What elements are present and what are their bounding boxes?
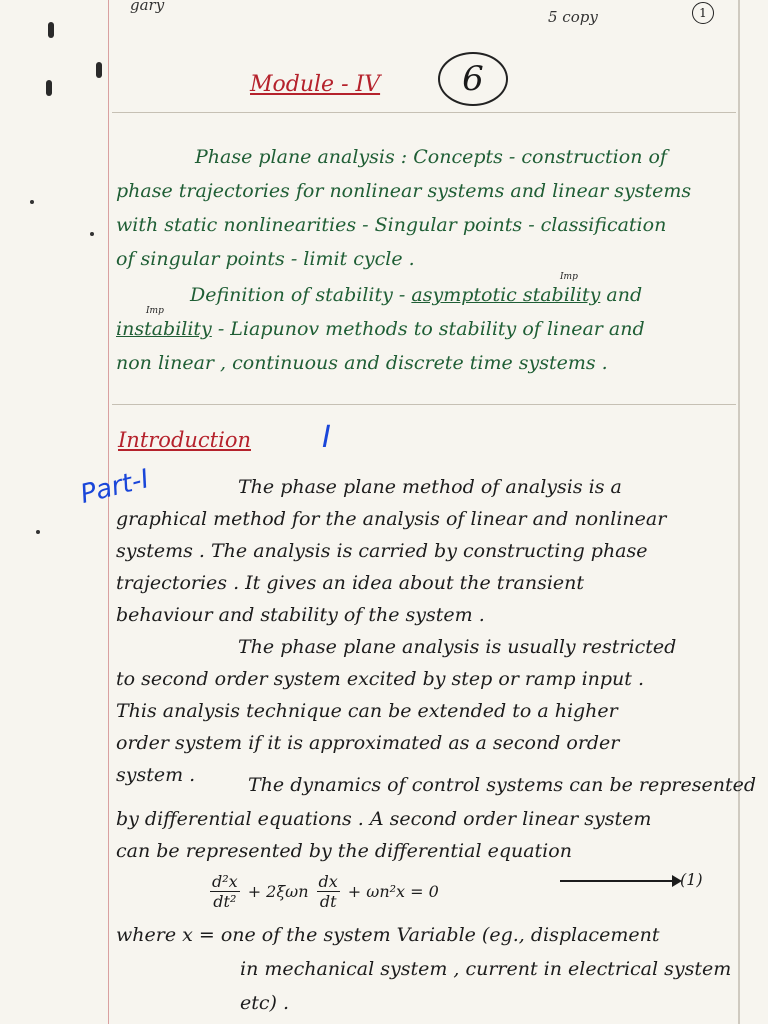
binding-hole: [96, 62, 102, 78]
syllabus-line: of singular points - limit cycle .: [116, 248, 415, 270]
binding-hole: [48, 22, 54, 38]
differential-equation: [210, 872, 439, 911]
intro-line: to second order system excited by step or ramp input .: [116, 668, 644, 690]
binding-mark: [36, 530, 40, 534]
first-derivative: $\frac{dx}{dt}$: [318, 872, 338, 911]
where-line: etc) .: [240, 992, 290, 1014]
circled-number: 6: [438, 52, 508, 106]
section-divider: [112, 404, 736, 405]
definition-tail: and: [606, 284, 643, 306]
intro-line: can be represented by the differential equation: [116, 840, 572, 862]
roman-numeral-mark: I: [322, 420, 331, 455]
definition-text: Definition of stability -: [190, 284, 406, 306]
page-number: 1: [692, 2, 714, 24]
margin-line: [108, 0, 109, 1024]
top-right-note: 5 copy: [548, 8, 598, 26]
asymptotic-stability-text: asymptotic stability: [411, 284, 601, 306]
part-label: Part-I: [77, 464, 153, 510]
syllabus-line: with static nonlinearities - Singular points - classification: [116, 214, 667, 236]
intro-line: This analysis technique can be extended to a higher: [116, 700, 618, 722]
module-title: Module - IV: [250, 72, 381, 97]
equation-rest: + ωn²x = 0: [347, 882, 439, 901]
syllabus-line: [190, 284, 642, 306]
right-arrow-icon: [560, 880, 680, 882]
syllabus-line: Phase plane analysis : Concepts - construction of: [195, 146, 667, 168]
liapunov-text: - Liapunov methods to stability of linear and: [217, 318, 645, 340]
damping-term: + 2ξωn: [247, 882, 309, 901]
binding-mark: [90, 232, 94, 236]
intro-line: graphical method for the analysis of linear and nonlinear: [116, 508, 667, 530]
intro-line: systems . The analysis is carried by constructing phase: [116, 540, 648, 562]
imp-mark: Imp: [146, 306, 164, 316]
syllabus-line: non linear , continuous and discrete time systems .: [116, 352, 608, 374]
intro-line: The dynamics of control systems can be represented: [248, 774, 756, 796]
binding-hole: [46, 80, 52, 96]
where-line: where x = one of the system Variable (eg., displacement: [116, 924, 660, 946]
intro-line: trajectories . It gives an idea about the transient: [116, 572, 585, 594]
top-left-note: gary: [130, 0, 165, 14]
intro-line: behaviour and stability of the system .: [116, 604, 485, 626]
syllabus-line: phase trajectories for nonlinear systems and linear systems: [116, 180, 692, 202]
syllabus-line: [116, 318, 645, 340]
instability-text: instability: [116, 318, 212, 340]
where-line: in mechanical system , current in electrical system: [240, 958, 732, 980]
intro-line: system .: [116, 764, 196, 786]
imp-mark: Imp: [560, 272, 578, 282]
intro-line: The phase plane method of analysis is a: [238, 476, 622, 498]
binding-mark: [30, 200, 34, 204]
section-divider: [112, 112, 736, 113]
second-derivative: $\frac{\text{d²x}}{\text{dt²}}$: [212, 872, 238, 911]
intro-line: order system if it is approximated as a second order: [116, 732, 620, 754]
intro-line: The phase plane analysis is usually restricted: [238, 636, 677, 658]
equation-label: (1): [680, 870, 703, 889]
introduction-heading: Introduction: [118, 428, 251, 452]
page-edge: [738, 0, 740, 1024]
intro-line: by differential equations . A second order linear system: [116, 808, 652, 830]
